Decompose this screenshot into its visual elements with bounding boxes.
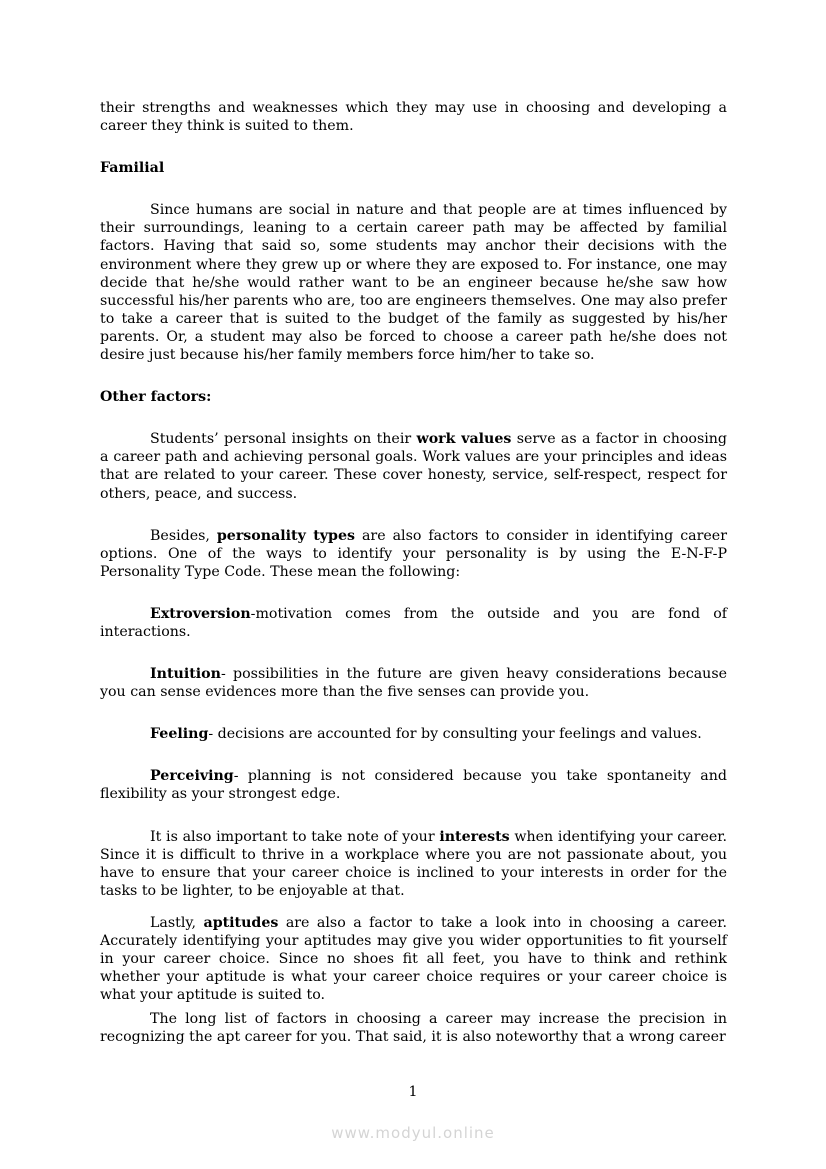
work-values-paragraph: Students’ personal insights on their work values serve as a factor in choosing a career path and achieving personal goals. Work values are your principles and ideas that are related to your career. These cover honesty, service, self-respect, respect for others, peace, and success. <box>100 431 728 502</box>
intro-continued-paragraph: their strengths and weaknesses which they may use in choosing and developing a career they think is suited to them. <box>100 100 727 135</box>
watermark: www.modyul.online <box>331 1124 495 1142</box>
familial-paragraph: Since humans are social in nature and that people are at times influenced by their surroundings, leaning to a certain career path may be affected by familial factors. Having that said so, some students may anchor their decisions with the environment where they grew up or where they are exposed to. For instance, one may decide that he/she would rather want to be an engineer because he/she saw how successful his/her parents who are, too are engineers themselves. One may also prefer to take a career that is suited to the budget of the family as suggested by his/her parents. Or, a student may also be forced to choose a career path he/she does not desire just because his/her family members force him/her to take so. <box>100 202 727 364</box>
feeling-term: Feeling <box>150 726 209 743</box>
interests-paragraph: It is also important to take note of your interests when identifying your career. Since it is difficult to thrive in a workplace where you are not passionate about, you have to ensure that your career choice is inclined to your interests in order for the tasks to be lighter, to be enjoyable at that. <box>100 828 727 899</box>
aptitudes-paragraph: Lastly, aptitudes are also a factor to take a look into in choosing a career. Accurately identifying your aptitudes may give you wider opportunities to fit yourself in your career choice. Since no shoes fit all feet, you have to think and rethink whether your aptitude is what your career choice requires or your career choice is what your aptitude is suited to. <box>100 914 727 1004</box>
closing-paragraph: The long list of factors in choosing a career may increase the precision in recognizing the apt career for you. That said, it is also noteworthy that a wrong career <box>100 1011 727 1046</box>
extroversion-paragraph: Extroversion-motivation comes from the outside and you are fond of interactions. <box>100 605 727 640</box>
intuition-term: Intuition <box>150 666 221 683</box>
extroversion-term: Extroversion <box>150 605 251 622</box>
interests-term: interests <box>439 828 510 845</box>
document-body <box>100 99 727 1047</box>
aptitudes-term: aptitudes <box>203 914 279 931</box>
personality-paragraph: Besides, personality types are also factors to consider in identifying career options. One of the ways to identify your personality is by using the E-N-F-P Personality Type Code. These mean the following: <box>100 527 727 580</box>
perceiving-term: Perceiving <box>150 768 234 785</box>
other-factors-heading: Other factors: <box>100 389 212 406</box>
perceiving-paragraph: Perceiving- planning is not considered because you take spontaneity and flexibility as your strongest edge. <box>100 768 727 803</box>
feeling-paragraph: Feeling- decisions are accounted for by consulting your feelings and values. <box>150 726 702 743</box>
page-number: 1 <box>408 1084 418 1100</box>
work-values-term: work values <box>416 431 512 448</box>
familial-heading: Familial <box>100 160 165 177</box>
intuition-paragraph: Intuition- possibilities in the future are given heavy considerations because you can sense evidences more than the five senses can provide you. <box>100 666 727 701</box>
personality-types-term: personality types <box>216 527 355 544</box>
